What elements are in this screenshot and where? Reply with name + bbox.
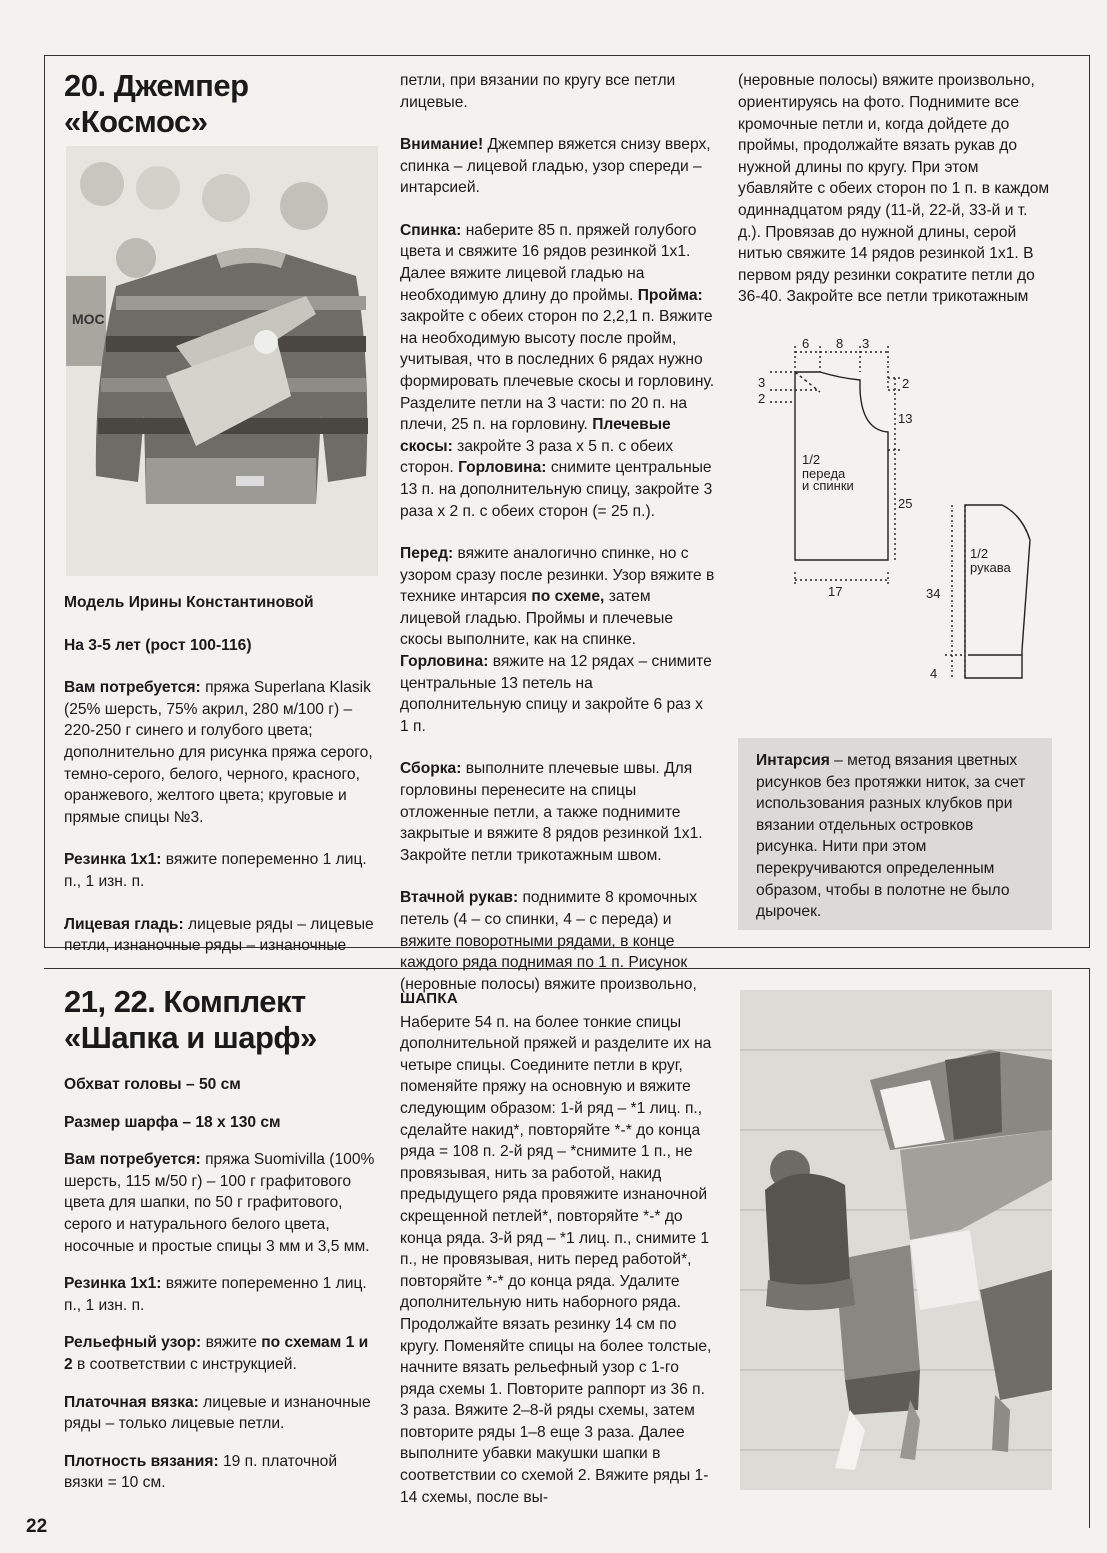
dim-17: 17 bbox=[828, 584, 843, 599]
assembly-text: выполните плечевые швы. Для горловины перенесите на спицы отложенные петли, а также поднимите закрытые и вяжите 8 рядов резинкой 1х1. Закройте петли трикотажным швом. bbox=[400, 760, 703, 864]
book-label: МОС bbox=[72, 311, 105, 327]
hat-text: Наберите 54 п. на более тонкие спицы дополнительной пряжей и разделите их на четыре спицы. Соедините петли в круг, поменяйте пряжу на основную и вяжите следующим образом: 1-й ряд – *1 лиц. п., сделайте накид*, повторяйте *-* до конца ряда = 108 п. 2-й ряд – *снимите 1 п., не провязывая, нить за работой, накид предыдущего ряда провяжите изнаночной скрещенной петлей*, повторяйте *-* до конца ряда. 3-й ряд – *1 лиц. п., снимите 1 п., не провязывая, нить перед работой*, повторяйте *-* до конца ряда. Удалите дополнительную нить наборного ряда. Продолжайте вязать резинку 14 см по кругу. Поменяйте спицы на более толстые, начните вязать рельефный узор с 1-го ряда схемы 1. Повторите раппорт из 36 п. 3 раза. Вяжите 2–8-й ряды схемы, затем повторите ряды 1–8 еще 3 раза. Далее выполните убавки макушки шапки в соответствии со схемой 2. Вяжите ряды 1-14 схемы, после вы- bbox=[400, 1013, 712, 1506]
attention-text: Джемпер вяжется снизу вверх, спинка – лицевой гладью, узор спереди – интарсией. bbox=[400, 136, 711, 197]
article1-title-line2: «Космос» bbox=[64, 104, 208, 139]
dim-13: 13 bbox=[898, 411, 913, 426]
article1-right-column bbox=[738, 70, 1052, 310]
sleeve-label: Втачной рукав: bbox=[400, 889, 519, 907]
article2-materials bbox=[64, 1149, 378, 1257]
sleeve-paragraph bbox=[400, 887, 715, 995]
materials-label: Вам потребуется: bbox=[64, 679, 201, 697]
relief-label: Рельефный узор: bbox=[64, 1334, 202, 1352]
gauge-label: Плотность вязания: bbox=[64, 1452, 219, 1470]
body-label-1: 1/2 bbox=[802, 452, 821, 467]
sleeve-text: поднимите 8 кромочных петель (4 – со спинки, 4 – с переда) и вяжите поворотными рядами, в конце каждого ряда поднимая по 1 п. Рисунок (неровные полосы) вяжите произвольно, bbox=[400, 889, 698, 993]
body-label-3: и спинки bbox=[802, 478, 854, 493]
article2-title bbox=[64, 984, 378, 1056]
back-text-4: снимите центральные 13 п. на дополнительную спицу, закройте 3 раза х 2 п. с обеих сторон (= 25 п.). bbox=[400, 459, 713, 520]
article1-rib bbox=[64, 849, 378, 892]
front-text-3: вяжите на 12 рядах – снимите центральные 13 петель на дополнительную спицу и закройте 6 раз х 1 п. bbox=[400, 653, 712, 735]
jumper-photo bbox=[66, 146, 378, 576]
front-scheme: по схеме, bbox=[531, 588, 605, 606]
jumper-illustration bbox=[66, 146, 378, 576]
stockinette-text: лицевые ряды – лицевые петли, изнаночные ряды – изнаночные bbox=[64, 915, 374, 955]
article2-middle-column bbox=[400, 988, 715, 1518]
back-paragraph bbox=[400, 220, 715, 522]
dim-34: 34 bbox=[926, 586, 941, 601]
dim-3: 3 bbox=[862, 336, 870, 351]
back-label: Спинка: bbox=[400, 221, 462, 239]
note-text: – метод вязания цветных рисунков без протяжки ниток, за счет использования разных клубков при вязании отдельных островков рисунка. Нити при этом перекручиваются определенным образом, чтобы в полотне не было дырочек. bbox=[756, 752, 1026, 921]
article1-title bbox=[64, 68, 378, 140]
article2-gauge bbox=[64, 1451, 378, 1494]
article1-left-text bbox=[64, 592, 378, 977]
hat-scarf-illustration bbox=[740, 990, 1052, 1490]
rib2-text: вяжите попеременно 1 лиц. п., 1 изн. п. bbox=[64, 1275, 367, 1314]
assembly-paragraph bbox=[400, 758, 715, 866]
article1-stockinette-start bbox=[64, 914, 378, 956]
dim-4: 4 bbox=[930, 666, 938, 681]
shoulder-label: Плечевые скосы: bbox=[400, 416, 671, 455]
garter-text: лицевые и изнаночные ряды – только лицевые петли. bbox=[64, 1393, 371, 1433]
rib-label: Резинка 1х1: bbox=[64, 851, 162, 869]
armhole-label: Пройма: bbox=[637, 286, 703, 304]
dim-6: 6 bbox=[802, 336, 810, 351]
article2-garter bbox=[64, 1392, 378, 1435]
sleeve-label-2: рукава bbox=[970, 560, 1011, 575]
garter-label: Платочная вязка: bbox=[64, 1393, 199, 1411]
front-text-2: затем лицевой гладью. Проймы и плечевые скосы выполните, как на спинке. bbox=[400, 588, 673, 649]
front-paragraph bbox=[400, 543, 715, 737]
scarf-size: Размер шарфа – 18 х 130 см bbox=[64, 1113, 281, 1131]
head-size: Обхват головы – 50 см bbox=[64, 1076, 241, 1093]
sleeve-text-continued: (неровные полосы) вяжите произвольно, ориентируясь на фото. Поднимите все кромочные петли и, когда дойдете до проймы, продолжайте вязать рукав до нужной длины по кругу. При этом убавляйте с обеих сторон по 1 п. в каждом одиннадцатом ряду (11-й, 22-й, 33-й и т. д.). Провязав до нужной длины, серой нитью свяжите 14 рядов резинкой 1х1. В первом ряду резинки сократите петли до 36-40. Закройте все петли трикотажным bbox=[738, 72, 1050, 306]
dim-right-2: 2 bbox=[902, 376, 910, 391]
article2-rib bbox=[64, 1273, 378, 1316]
stockinette-text-continued: петли, при вязании по кругу все петли лицевые. bbox=[400, 72, 676, 111]
hat-heading: ШАПКА bbox=[400, 990, 458, 1007]
intarsia-note bbox=[738, 738, 1052, 930]
sleeve-label-1: 1/2 bbox=[970, 546, 989, 561]
article1-model: Модель Ирины Константиновой bbox=[64, 594, 314, 611]
materials2-text: пряжа Suomivilla (100% шерсть, 115 м/50 г) – 100 г графитового цвета для шапки, по 50 г графитового, серого и натурального белого цвета, носочные и простые спицы 3 мм и 3,5 мм. bbox=[64, 1151, 375, 1255]
article2-title-line1: 21, 22. Комплект bbox=[64, 984, 306, 1019]
article1-title-line1: 20. Джемпер bbox=[64, 68, 249, 103]
article1-size: На 3-5 лет (рост 100-116) bbox=[64, 636, 252, 654]
back-text-3: закройте 3 раза х 5 п. с обеих сторон. bbox=[400, 437, 674, 477]
back-text-2: закройте с обеих сторон по 2,2,1 п. Вяжите на необходимую высоту после пройм, учитывая, что в последних 6 рядах нужно формировать плечевые скосы и горловину. Разделите петли на 3 части: по 20 п. на плечи, 25 п. на горловину. bbox=[400, 308, 715, 434]
stockinette-label: Лицевая гладь: bbox=[64, 915, 184, 933]
sleeve-continued bbox=[738, 70, 1052, 310]
rib-text: вяжите попеременно 1 лиц. п., 1 изн. п. bbox=[64, 851, 367, 890]
attention-label: Внимание! bbox=[400, 136, 484, 153]
relief-text-2: в соответствии с инструкцией. bbox=[72, 1355, 297, 1373]
article1-materials bbox=[64, 677, 378, 828]
neck-label: Горловина: bbox=[458, 459, 547, 477]
article2-left-column bbox=[64, 984, 378, 1494]
dim-left-2: 2 bbox=[758, 391, 766, 406]
dim-left-3: 3 bbox=[758, 375, 766, 390]
front-label: Перед: bbox=[400, 545, 454, 563]
note-label: Интарсия bbox=[756, 752, 830, 769]
materials2-label: Вам потребуется: bbox=[64, 1151, 201, 1169]
stockinette-continued bbox=[400, 70, 715, 113]
relief-text-1: вяжите bbox=[201, 1334, 262, 1352]
body-label-2: переда bbox=[802, 466, 846, 481]
attention-paragraph bbox=[400, 134, 715, 199]
article2-relief bbox=[64, 1332, 378, 1375]
stockinette-continued-inner bbox=[400, 70, 715, 113]
front-text-1: вяжите аналогично спинке, но с узором сразу после резинки. Узор вяжите в технике интарсия bbox=[400, 545, 715, 606]
dim-8: 8 bbox=[836, 336, 844, 351]
back-text-1: наберите 85 п. пряжей голубого цвета и свяжите 16 рядов резинкой 1х1. Далее вяжите лицевой гладью на необходимую длину до проймы. bbox=[400, 221, 697, 304]
materials-text: пряжа Superlana Klasik (25% шерсть, 75% акрил, 280 м/100 г) – 220-250 г синего и голубого цвета; дополнительно для рисунка пряжа серого, темно-серого, белого, черного, красного, оранжевого, желтого цвета; круговые и прямые спицы №3. bbox=[64, 679, 373, 826]
article2-title-line2: «Шапка и шарф» bbox=[64, 1020, 317, 1055]
front-neck-label: Горловина: bbox=[400, 653, 489, 671]
article1-middle-column bbox=[400, 70, 715, 1016]
assembly-label: Сборка: bbox=[400, 760, 462, 778]
relief-scheme: по схемам 1 и 2 bbox=[64, 1334, 369, 1373]
hat-scarf-photo bbox=[740, 990, 1052, 1490]
article1-left-column bbox=[64, 68, 378, 140]
page-number: 22 bbox=[26, 1516, 48, 1537]
pattern-diagram bbox=[740, 330, 1060, 700]
dim-25: 25 bbox=[898, 496, 913, 511]
rib2-label: Резинка 1х1: bbox=[64, 1275, 162, 1293]
gauge-text: 19 п. платочной вязки = 10 см. bbox=[64, 1452, 338, 1492]
